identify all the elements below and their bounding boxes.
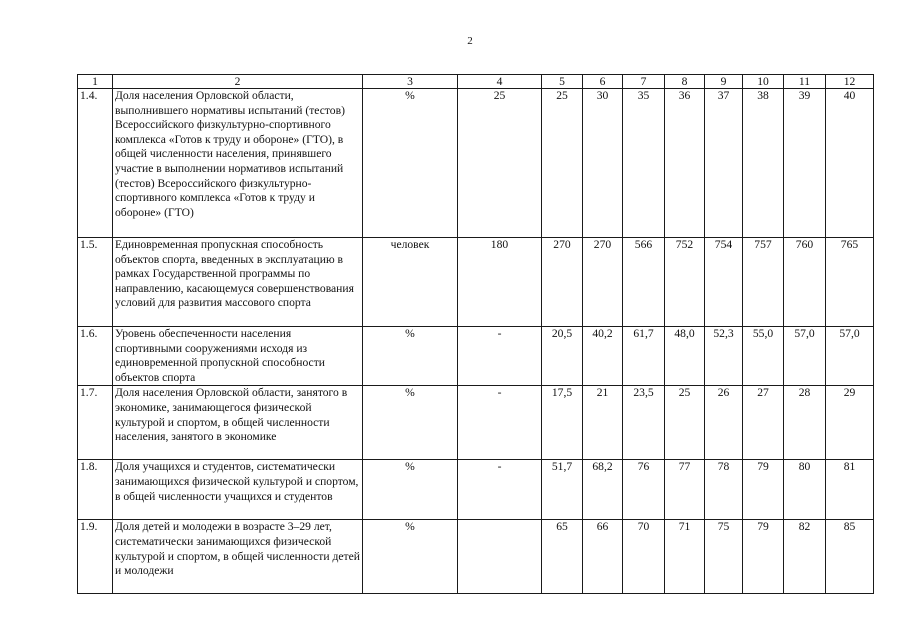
- table-row: [78, 327, 874, 386]
- header-cell: 5: [542, 75, 583, 89]
- table-header-row: [78, 75, 874, 89]
- value-cell: 25: [542, 89, 583, 238]
- unit-cell: %: [363, 386, 458, 460]
- value-cell: 760: [784, 238, 826, 327]
- value-cell: 27: [743, 386, 784, 460]
- value-cell: 37: [705, 89, 743, 238]
- value-cell: 566: [623, 238, 665, 327]
- table-row: [78, 386, 874, 460]
- table-row: [78, 89, 874, 238]
- value-cell: 38: [743, 89, 784, 238]
- value-cell: 17,5: [542, 386, 583, 460]
- value-cell: 28: [784, 386, 826, 460]
- value-cell: 40,2: [583, 327, 623, 386]
- row-number: 1.8.: [78, 460, 113, 520]
- value-cell: 52,3: [705, 327, 743, 386]
- header-cell: 9: [705, 75, 743, 89]
- value-cell: 78: [705, 460, 743, 520]
- value-cell: 68,2: [583, 460, 623, 520]
- value-cell: 765: [826, 238, 874, 327]
- value-cell: 757: [743, 238, 784, 327]
- indicator-name: Уровень обеспеченности населения спортивными сооружениями исходя из единовременной пропускной способности объектов спорта: [113, 327, 363, 386]
- value-cell: 57,0: [784, 327, 826, 386]
- value-cell: 82: [784, 520, 826, 594]
- indicator-name: Доля населения Орловской области, занятого в экономике, занимающегося физической культурой и спортом, в общей численности населения, занятого в экономике: [113, 386, 363, 460]
- value-cell: -: [458, 460, 542, 520]
- value-cell: 23,5: [623, 386, 665, 460]
- unit-cell: %: [363, 327, 458, 386]
- value-cell: 754: [705, 238, 743, 327]
- value-cell: 71: [665, 520, 705, 594]
- row-number: 1.4.: [78, 89, 113, 238]
- value-cell: 26: [705, 386, 743, 460]
- header-cell: 6: [583, 75, 623, 89]
- value-cell: 51,7: [542, 460, 583, 520]
- header-cell: 8: [665, 75, 705, 89]
- value-cell: -: [458, 327, 542, 386]
- value-cell: 75: [705, 520, 743, 594]
- value-cell: [458, 520, 542, 594]
- value-cell: 76: [623, 460, 665, 520]
- value-cell: 48,0: [665, 327, 705, 386]
- value-cell: 65: [542, 520, 583, 594]
- indicator-name: Доля населения Орловской области, выполнившего нормативы испытаний (тестов) Всероссийского физкультурно-спортивного комплекса «Готов к труду и обороне» (ГТО), в общей численности населения, принявшего участие в выполнении нормативов испытаний (тестов) Всероссийского физкультурно-спортивного комплекса «Готов к труду и обороне» (ГТО): [113, 89, 363, 238]
- value-cell: 61,7: [623, 327, 665, 386]
- header-cell: 11: [784, 75, 826, 89]
- unit-cell: %: [363, 520, 458, 594]
- value-cell: 79: [743, 460, 784, 520]
- row-number: 1.6.: [78, 327, 113, 386]
- header-cell: 10: [743, 75, 784, 89]
- row-number: 1.9.: [78, 520, 113, 594]
- value-cell: 25: [665, 386, 705, 460]
- header-cell: 1: [78, 75, 113, 89]
- value-cell: 29: [826, 386, 874, 460]
- header-cell: 12: [826, 75, 874, 89]
- table-row: [78, 238, 874, 327]
- value-cell: 39: [784, 89, 826, 238]
- indicator-name: Доля учащихся и студентов, систематически занимающихся физической культурой и спортом, в общей численности учащихся и студентов: [113, 460, 363, 520]
- value-cell: 70: [623, 520, 665, 594]
- unit-cell: %: [363, 460, 458, 520]
- page-number: 2: [467, 35, 473, 47]
- value-cell: 36: [665, 89, 705, 238]
- value-cell: 270: [583, 238, 623, 327]
- row-number: 1.5.: [78, 238, 113, 327]
- value-cell: -: [458, 386, 542, 460]
- table-row: [78, 520, 874, 594]
- value-cell: 25: [458, 89, 542, 238]
- value-cell: 79: [743, 520, 784, 594]
- value-cell: 20,5: [542, 327, 583, 386]
- header-cell: 4: [458, 75, 542, 89]
- unit-cell: %: [363, 89, 458, 238]
- value-cell: 81: [826, 460, 874, 520]
- value-cell: 85: [826, 520, 874, 594]
- indicator-name: Единовременная пропускная способность объектов спорта, введенных в эксплуатацию в рамках Государственной программы по направлению, касающемуся совершенствования условий для развития массового спорта: [113, 238, 363, 327]
- row-number: 1.7.: [78, 386, 113, 460]
- value-cell: 35: [623, 89, 665, 238]
- header-cell: 7: [623, 75, 665, 89]
- header-cell: 2: [113, 75, 363, 89]
- value-cell: 66: [583, 520, 623, 594]
- unit-cell: человек: [363, 238, 458, 327]
- value-cell: 80: [784, 460, 826, 520]
- value-cell: 55,0: [743, 327, 784, 386]
- value-cell: 30: [583, 89, 623, 238]
- table-row: [78, 460, 874, 520]
- value-cell: 180: [458, 238, 542, 327]
- value-cell: 270: [542, 238, 583, 327]
- indicator-name: Доля детей и молодежи в возрасте 3–29 лет, систематически занимающихся физической культурой и спортом, в общей численности детей и молодежи: [113, 520, 363, 594]
- indicators-table: [77, 74, 874, 594]
- value-cell: 21: [583, 386, 623, 460]
- value-cell: 752: [665, 238, 705, 327]
- value-cell: 57,0: [826, 327, 874, 386]
- value-cell: 77: [665, 460, 705, 520]
- header-cell: 3: [363, 75, 458, 89]
- value-cell: 40: [826, 89, 874, 238]
